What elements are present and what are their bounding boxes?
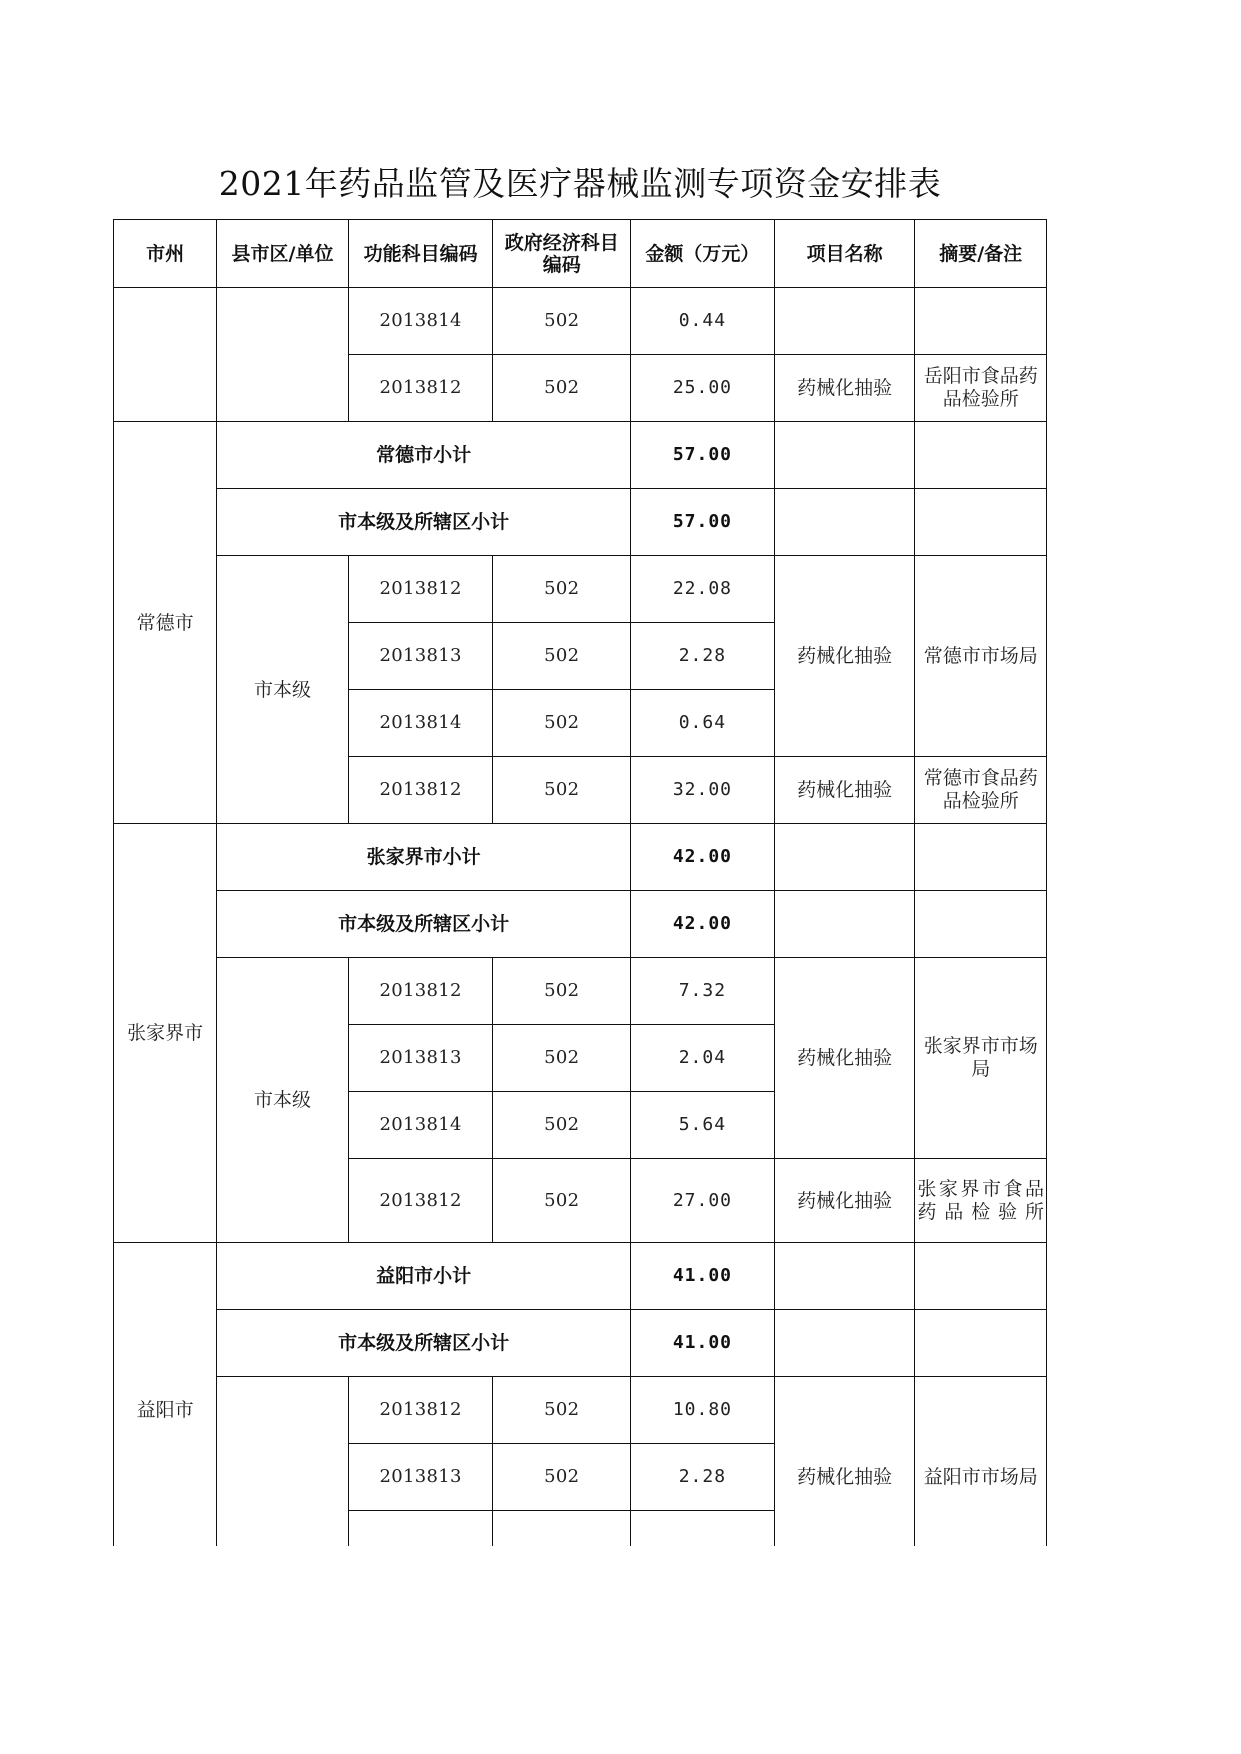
subtotal-row xyxy=(114,1243,1047,1310)
level-subtotal-label: 市本级及所辖区小计 xyxy=(217,489,631,556)
amount-cell: 2.28 xyxy=(631,1444,775,1511)
subtotal-row xyxy=(114,422,1047,489)
subtotal-label: 常德市小计 xyxy=(217,422,631,489)
project-cell xyxy=(774,824,915,891)
func-code-cell: 2013813 xyxy=(348,623,493,690)
func-code-cell: 2013812 xyxy=(348,1159,493,1243)
header-city: 市州 xyxy=(114,220,217,288)
subtotal-label: 张家界市小计 xyxy=(217,824,631,891)
funding-table-viewport xyxy=(112,218,1052,1546)
econ-code-cell: 502 xyxy=(493,690,631,757)
note-cell xyxy=(915,1243,1047,1310)
level-subtotal-amount: 42.00 xyxy=(631,891,775,958)
level-subtotal-label: 市本级及所辖区小计 xyxy=(217,1310,631,1377)
func-code-cell: 2013812 xyxy=(348,1377,493,1444)
func-code-cell: 2013814 xyxy=(348,690,493,757)
project-cell: 药械化抽验 xyxy=(774,1377,915,1547)
project-cell: 药械化抽验 xyxy=(774,556,915,757)
note-cell: 张家界市市场局 xyxy=(915,958,1047,1159)
func-code-cell: 2013813 xyxy=(348,1444,493,1511)
level-subtotal-amount: 57.00 xyxy=(631,489,775,556)
note-cell xyxy=(915,489,1047,556)
header-note: 摘要/备注 xyxy=(915,220,1047,288)
city-cell-changde: 常德市 xyxy=(114,422,217,824)
note-cell: 岳阳市食品药品检验所 xyxy=(915,355,1047,422)
econ-code-cell: 502 xyxy=(493,355,631,422)
level-subtotal-label: 市本级及所辖区小计 xyxy=(217,891,631,958)
note-cell xyxy=(915,288,1047,355)
funding-table xyxy=(113,219,1047,1546)
amount-cell: 25.00 xyxy=(631,355,775,422)
econ-code-cell xyxy=(493,1511,631,1547)
project-cell: 药械化抽验 xyxy=(774,355,915,422)
econ-code-cell: 502 xyxy=(493,1092,631,1159)
func-code-cell: 2013814 xyxy=(348,1092,493,1159)
note-cell xyxy=(915,422,1047,489)
county-cell-changde: 市本级 xyxy=(217,556,349,824)
func-code-cell: 2013812 xyxy=(348,355,493,422)
header-amount: 金额（万元） xyxy=(631,220,775,288)
amount-cell: 5.64 xyxy=(631,1092,775,1159)
note-cell xyxy=(915,891,1047,958)
amount-cell: 10.80 xyxy=(631,1377,775,1444)
level-subtotal-row xyxy=(114,489,1047,556)
project-cell xyxy=(774,1243,915,1310)
amount-cell: 2.28 xyxy=(631,623,775,690)
table-row xyxy=(114,288,1047,355)
note-cell: 益阳市市场局 xyxy=(915,1377,1047,1547)
econ-code-cell: 502 xyxy=(493,1159,631,1243)
subtotal-amount: 42.00 xyxy=(631,824,775,891)
econ-code-cell: 502 xyxy=(493,958,631,1025)
city-cell-zhangjiajie: 张家界市 xyxy=(114,824,217,1243)
project-cell xyxy=(774,1310,915,1377)
econ-code-cell: 502 xyxy=(493,623,631,690)
header-econ-code: 政府经济科目编码 xyxy=(493,220,631,288)
econ-code-cell: 502 xyxy=(493,1377,631,1444)
amount-cell: 22.08 xyxy=(631,556,775,623)
header-func-code: 功能科目编码 xyxy=(348,220,493,288)
amount-cell xyxy=(631,1511,775,1547)
func-code-cell: 2013812 xyxy=(348,556,493,623)
amount-cell: 32.00 xyxy=(631,757,775,824)
func-code-cell: 2013814 xyxy=(348,288,493,355)
header-project: 项目名称 xyxy=(774,220,915,288)
func-code-cell: 2013812 xyxy=(348,958,493,1025)
table-row xyxy=(114,958,1047,1025)
note-cell xyxy=(915,824,1047,891)
subtotal-amount: 41.00 xyxy=(631,1243,775,1310)
econ-code-cell: 502 xyxy=(493,757,631,824)
econ-code-cell: 502 xyxy=(493,1025,631,1092)
level-subtotal-row xyxy=(114,1310,1047,1377)
table-header-row xyxy=(114,220,1047,288)
project-cell: 药械化抽验 xyxy=(774,1159,915,1243)
note-cell xyxy=(915,1310,1047,1377)
county-cell-yiyang xyxy=(217,1377,349,1547)
table-row xyxy=(114,1377,1047,1444)
project-cell: 药械化抽验 xyxy=(774,757,915,824)
note-cell: 常德市食品药品检验所 xyxy=(915,757,1047,824)
econ-code-cell: 502 xyxy=(493,556,631,623)
amount-cell: 2.04 xyxy=(631,1025,775,1092)
amount-cell: 7.32 xyxy=(631,958,775,1025)
amount-cell: 0.44 xyxy=(631,288,775,355)
amount-cell: 27.00 xyxy=(631,1159,775,1243)
city-cell-continued xyxy=(114,288,217,422)
county-cell-continued xyxy=(217,288,349,422)
note-cell: 张家界市食品药品检验所 xyxy=(915,1159,1047,1243)
subtotal-row xyxy=(114,824,1047,891)
header-county: 县市区/单位 xyxy=(217,220,349,288)
econ-code-cell: 502 xyxy=(493,288,631,355)
level-subtotal-amount: 41.00 xyxy=(631,1310,775,1377)
page-title: 2021年药品监管及医疗器械监测专项资金安排表 xyxy=(218,164,942,203)
project-cell xyxy=(774,288,915,355)
project-cell xyxy=(774,891,915,958)
project-cell xyxy=(774,422,915,489)
subtotal-amount: 57.00 xyxy=(631,422,775,489)
level-subtotal-row xyxy=(114,891,1047,958)
func-code-cell: 2013812 xyxy=(348,757,493,824)
note-cell: 常德市市场局 xyxy=(915,556,1047,757)
func-code-cell: 2013813 xyxy=(348,1025,493,1092)
amount-cell: 0.64 xyxy=(631,690,775,757)
city-cell-yiyang: 益阳市 xyxy=(114,1243,217,1547)
econ-code-cell: 502 xyxy=(493,1444,631,1511)
table-row xyxy=(114,556,1047,623)
subtotal-label: 益阳市小计 xyxy=(217,1243,631,1310)
func-code-cell xyxy=(348,1511,493,1547)
project-cell: 药械化抽验 xyxy=(774,958,915,1159)
county-cell-zhangjiajie: 市本级 xyxy=(217,958,349,1243)
project-cell xyxy=(774,489,915,556)
